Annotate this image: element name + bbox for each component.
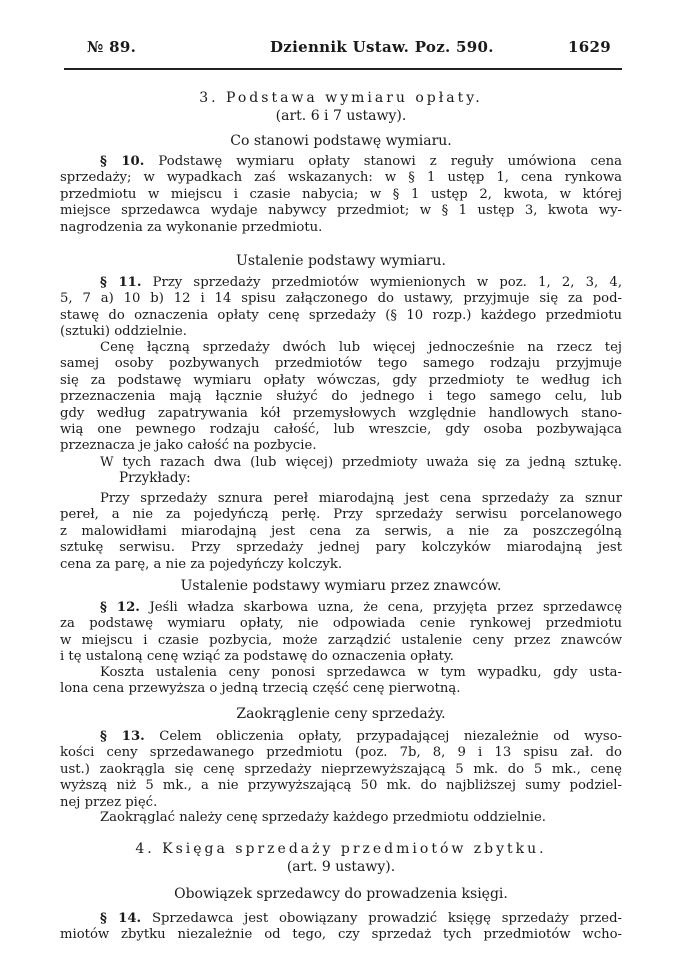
paragraph-line: Zaokrąglać należy cenę sprzedaży każdego przedmiotu oddzielnie.: [100, 810, 546, 825]
line-text: Przy sprzedaży przedmiotów wymienionych w poz. 1, 2, 3, 4,: [141, 275, 623, 290]
paragraph-line: pereł, a nie za pojedyńczą perłę. Przy sprzedaży serwisu porcelanowego: [60, 507, 622, 523]
paragraph-line: [60, 275, 622, 291]
paragraph-line: ust.) zaokrągla się cenę sprzedaży nieprzewyższającą 5 mk. do 5 mk., cenę: [60, 761, 622, 777]
paragraph-line: [60, 729, 622, 745]
paragraph-line: się za podstawę wymiaru opłaty wówczas, gdy przedmioty te według ich: [60, 372, 622, 388]
paragraph-line: nagrodzenia za wykonanie przedmiotu.: [60, 219, 323, 235]
line-text: Sprzedawca jest obowiązany prowadzić księgę sprzedaży przed-: [141, 911, 622, 926]
issue-number: № 89.: [87, 38, 137, 56]
paragraph-11-final: [60, 455, 622, 471]
subsection-title-rounding: Zaokrąglenie ceny sprzedaży.: [236, 706, 446, 722]
examples-paragraph: [60, 491, 622, 573]
section-mark: § 10.: [100, 154, 145, 169]
paragraph-11: [60, 275, 622, 341]
section-4-subheading: (art. 9 ustawy).: [286, 859, 396, 875]
paragraph-line: za podstawę wymiaru opłaty, nie odpowiada cenie rynkowej przedmiotu: [60, 616, 622, 632]
section-mark: § 11.: [100, 275, 142, 290]
paragraph-line: (sztuki) oddzielnie.: [60, 324, 187, 340]
paragraph-line: [60, 911, 622, 927]
section-3-subheading: (art. 6 i 7 ustawy).: [275, 108, 407, 124]
paragraph-line: w miejscu i czasie pozbycia, może zarządzić ustalenie ceny przez znawców: [60, 632, 622, 648]
header-rule: [64, 68, 622, 70]
paragraph-line: W tych razach dwa (lub więcej) przedmioty uważa się za jedną sztukę.: [100, 455, 622, 470]
examples-label: Przykłady:: [119, 470, 191, 486]
paragraph-10: [60, 154, 622, 236]
line-text: Jeśli władza skarbowa uzna, że cena, przyjęta przez sprzedawcę: [139, 600, 622, 615]
line-text: Celem obliczenia opłaty, przypadającej niezależnie od wyso-: [144, 729, 622, 744]
paragraph-line: z malowidłami miarodajną jest cena za serwis, a nie za poszczególną: [60, 523, 622, 539]
paragraph-12-continued: [60, 665, 622, 698]
paragraph-line: miejsce sprzedawca wydaje nabywcy przedmiot; w § 1 ustęp 3, kwota wy-: [60, 203, 622, 219]
paragraph-line: Przy sprzedaży sznura pereł miarodajną jest cena sprzedaży za sznur: [100, 491, 622, 506]
paragraph-line: przeznacza je jako całość na pozbycie.: [60, 438, 317, 454]
subsection-title-establishing: Ustalenie podstawy wymiaru.: [236, 253, 446, 269]
paragraph-line: [60, 154, 622, 170]
paragraph-13-continued: [60, 810, 622, 826]
paragraph-line: samej osoby pozbywanych przedmiotów tego samego rodzaju przyjmuje: [60, 356, 622, 372]
paragraph-12: [60, 600, 622, 666]
section-mark: § 12.: [100, 600, 140, 615]
paragraph-line: kości ceny sprzedawanego przedmiotu (poz. 7b, 8, 9 i 13 spisu zał. do: [60, 745, 622, 761]
paragraph-line: lona cena przewyższa o jedną trzecią część cenę pierwotną.: [60, 681, 461, 697]
section-3-heading: 3. Podstawa wymiaru opłaty.: [199, 90, 483, 106]
paragraph-line: sztukę serwisu. Przy sprzedaży jednej pary kolczyków miarodajną jest: [60, 540, 622, 556]
paragraph-line: Koszta ustalenia ceny ponosi sprzedawca w tym wypadku, gdy usta-: [100, 665, 622, 680]
paragraph-13: [60, 729, 622, 811]
paragraph-line: cena za parę, a nie za pojedyńczy kolczyk.: [60, 556, 343, 572]
line-text: Podstawę wymiaru opłaty stanowi z reguły umówiona cena: [144, 154, 622, 169]
journal-title: Dziennik Ustaw. Poz. 590.: [270, 38, 494, 56]
subsection-title-duty: Obowiązek sprzedawcy do prowadzenia księgi.: [174, 886, 508, 902]
paragraph-line: Cenę łączną sprzedaży dwóch lub więcej jednocześnie na rzecz tej: [100, 340, 622, 355]
section-mark: § 13.: [100, 729, 145, 744]
paragraph-line: wyższą niż 5 mk., a nie przywyższającą 50 mk. do najbliższej sumy podziel-: [60, 778, 622, 794]
paragraph-line: stawę do oznaczenia opłaty cenę sprzedaży (§ 10 rozp.) każdego przedmiotu: [60, 307, 622, 323]
paragraph-line: wią one pewnego rodzaju całość, lub wreszcie, gdy osoba pozbywająca: [60, 422, 622, 438]
paragraph-line: gdy według zapatrywania kół przemysłowych względnie handlowych stano-: [60, 405, 622, 421]
paragraph-line: przeznaczenia mają łącznie służyć do jednego i tego samego celu, lub: [60, 389, 622, 405]
paragraph-line: i tę ustaloną cenę wziąć za podstawę do oznaczenia opłaty.: [60, 649, 454, 665]
subsection-title-experts: Ustalenie podstawy wymiaru przez znawców.: [180, 578, 502, 594]
page-number: 1629: [568, 38, 611, 56]
paragraph-line: miotów zbytku niezależnie od tego, czy sprzedaż tych przedmiotów wcho-: [60, 927, 622, 943]
section-mark: § 14.: [100, 911, 142, 926]
subsection-title-basis: Co stanowi podstawę wymiaru.: [230, 133, 452, 149]
paragraph-14: [60, 911, 622, 944]
paragraph-line: nej przez pięć.: [60, 794, 158, 810]
paragraph-line: sprzedaży; w wypadkach zaś wskazanych: w § 1 ustęp 1, cena rynkowa: [60, 170, 622, 186]
paragraph-11-continued: [60, 340, 622, 455]
paragraph-line: [60, 600, 622, 616]
paragraph-line: 5, 7 a) 10 b) 12 i 14 spisu załączonego do ustawy, przyjmuje się za pod-: [60, 291, 622, 307]
paragraph-line: przedmiotu w miejscu i czasie nabycia; w § 1 ustęp 2, kwota, w której: [60, 186, 622, 202]
section-4-heading: 4. Księga sprzedaży przedmiotów zbytku.: [135, 841, 547, 857]
